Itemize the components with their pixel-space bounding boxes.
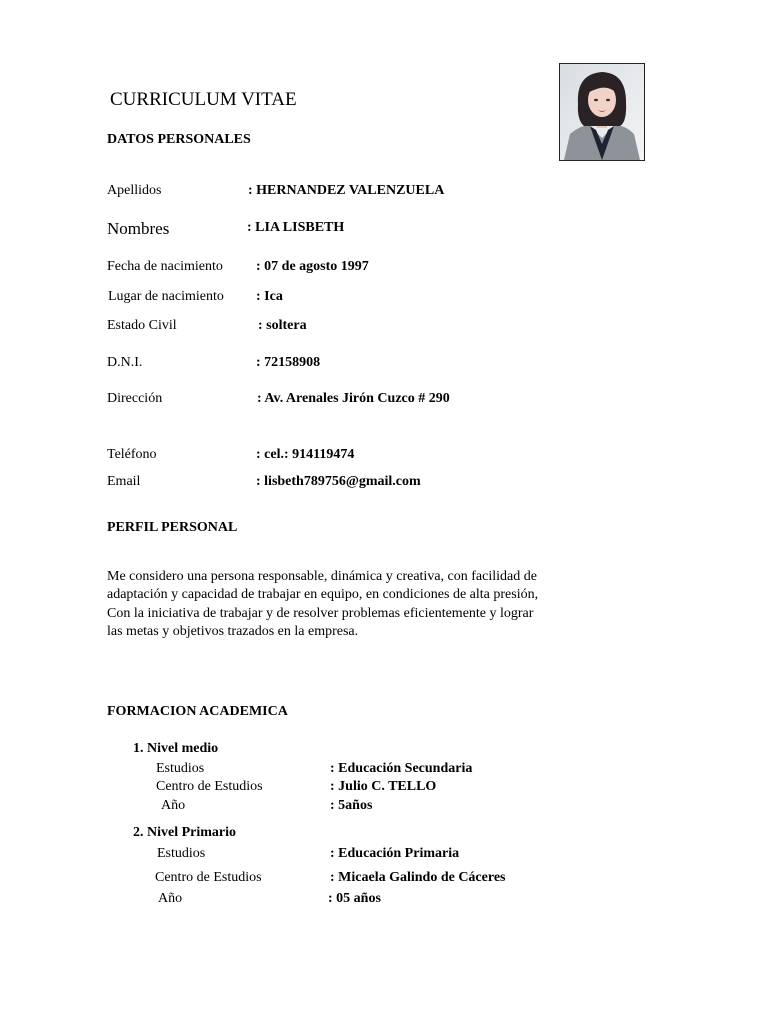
value-dni: : 72158908 (256, 355, 321, 370)
medio-anio-label: Año (161, 798, 186, 813)
value-nombres: : LIA LISBETH (247, 220, 345, 235)
value-email: : lisbeth789756@gmail.com (256, 474, 421, 489)
label-lugar-nacimiento: Lugar de nacimiento (108, 289, 224, 304)
label-apellidos: Apellidos (107, 183, 162, 198)
section-heading-perfil: PERFIL PERSONAL (107, 520, 238, 535)
perfil-line: Con la iniciativa de trabajar y de resolver problemas eficientemente y lograr (107, 605, 534, 621)
value-lugar-nacimiento: : Ica (256, 289, 283, 304)
label-direccion: Dirección (107, 391, 163, 406)
value-direccion: : Av. Arenales Jirón Cuzco # 290 (257, 391, 450, 406)
primario-centro-value: : Micaela Galindo de Cáceres (330, 870, 506, 885)
label-fecha-nacimiento: Fecha de nacimiento (107, 259, 223, 274)
primario-anio-value: : 05 años (328, 891, 381, 906)
medio-centro-value: : Julio C. TELLO (330, 779, 437, 794)
cv-title: CURRICULUM VITAE (110, 89, 297, 110)
section-heading-personal: DATOS PERSONALES (107, 132, 251, 147)
medio-estudios-label: Estudios (156, 761, 205, 776)
label-estado-civil: Estado Civil (107, 318, 177, 333)
profile-photo (559, 63, 645, 161)
primario-estudios-label: Estudios (157, 846, 206, 861)
perfil-paragraph (107, 568, 538, 641)
primario-anio-label: Año (158, 891, 183, 906)
label-telefono: Teléfono (107, 447, 157, 462)
primario-centro-label: Centro de Estudios (155, 870, 262, 885)
perfil-line: adaptación y capacidad de trabajar en equipo, en condiciones de alta presión, (107, 587, 539, 603)
value-apellidos: : HERNANDEZ VALENZUELA (248, 183, 445, 198)
label-email: Email (107, 474, 141, 489)
value-fecha-nacimiento: : 07 de agosto 1997 (256, 259, 369, 274)
value-estado-civil: : soltera (258, 318, 307, 333)
section-heading-formacion: FORMACION ACADEMICA (107, 704, 288, 719)
nivel-medio-title: 1. Nivel medio (133, 741, 219, 756)
value-telefono: : cel.: 914119474 (256, 447, 355, 462)
label-nombres: Nombres (107, 219, 170, 238)
perfil-line: Me considero una persona responsable, dinámica y creativa, con facilidad de (107, 569, 537, 584)
nivel-primario-title: 2. Nivel Primario (133, 825, 237, 840)
medio-centro-label: Centro de Estudios (156, 779, 263, 794)
perfil-line: las metas y objetivos trazados en la empresa. (107, 623, 359, 639)
medio-estudios-value: : Educación Secundaria (330, 761, 473, 776)
medio-anio-value: : 5años (330, 798, 373, 813)
primario-estudios-value: : Educación Primaria (330, 846, 460, 861)
label-dni: D.N.I. (107, 355, 143, 370)
